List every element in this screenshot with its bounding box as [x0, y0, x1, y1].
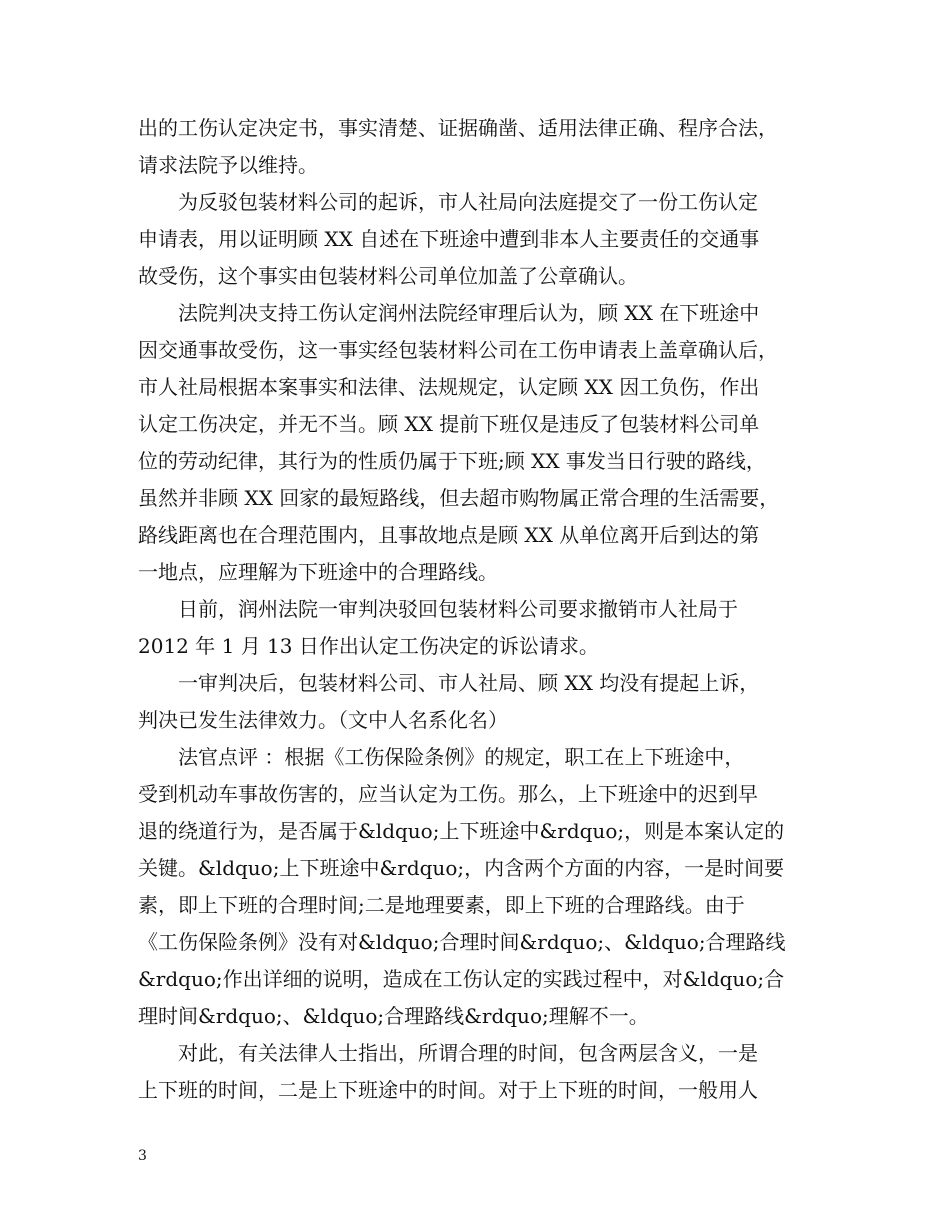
text-line: 判决已发生法律效力。（文中人名系化名） — [138, 708, 508, 732]
text-line: 受到机动车事故伤害的，应当认定为工伤。那么，上下班途中的迟到早 — [138, 782, 758, 806]
text-line: 2012 年 1 月 13 日作出认定工伤决定的诉讼请求。 — [138, 634, 599, 658]
text-line: 市人社局根据本案事实和法律、法规规定，认定顾 XX 因工负伤，作出 — [138, 375, 760, 399]
text-line: 申请表，用以证明顾 XX 自述在下班途中遭到非本人主要责任的交通事 — [138, 227, 760, 251]
text-line: 日前，润州法院一审判决驳回包装材料公司要求撤销市人社局于 — [178, 597, 738, 621]
text-line: 对此，有关法律人士指出，所谓合理的时间，包含两层含义，一是 — [178, 1041, 758, 1065]
text-line: 一地点，应理解为下班途中的合理路线。 — [138, 560, 498, 584]
text-line: 位的劳动纪律，其行为的性质仍属于下班;顾 XX 事发当日行驶的路线， — [138, 449, 766, 473]
text-line: 为反驳包装材料公司的起诉，市人社局向法庭提交了一份工伤认定 — [178, 190, 758, 214]
document-body — [138, 110, 828, 1109]
text-line: 法官点评 ：根据《工伤保险条例》的规定，职工在上下班途中， — [178, 745, 745, 769]
text-line: 素，即上下班的合理时间;二是地理要素，即上下班的合理路线。由于 — [138, 893, 745, 917]
text-line: 虽然并非顾 XX 回家的最短路线，但去超市购物属正常合理的生活需要， — [138, 486, 780, 510]
text-line: 一审判决后，包装材料公司、市人社局、顾 XX 均没有提起上诉， — [178, 671, 760, 695]
text-line: 《工伤保险条例》没有对&ldquo;合理时间&rdquo;、&ldquo;合理路线 — [138, 930, 786, 954]
text-line: 退的绕道行为，是否属于&ldquo;上下班途中&rdquo;，则是本案认定的 — [138, 819, 785, 843]
text-line: 请求法院予以维持。 — [138, 153, 318, 177]
text-line: 上下班的时间，二是上下班途中的时间。对于上下班的时间，一般用人 — [138, 1078, 758, 1102]
text-line: 法院判决支持工伤认定润州法院经审理后认为，顾 XX 在下班途中 — [178, 301, 760, 325]
text-line: 路线距离也在合理范围内，且事故地点是顾 XX 从单位离开后到达的第 — [138, 523, 760, 547]
text-line: 故受伤，这个事实由包装材料公司单位加盖了公章确认。 — [138, 264, 638, 288]
text-line: 因交通事故受伤，这一事实经包装材料公司在工伤申请表上盖章确认后， — [138, 338, 778, 362]
text-line: 理时间&rdquo;、&ldquo;合理路线&rdquo;理解不一。 — [138, 1004, 649, 1028]
text-line: 出的工伤认定决定书，事实清楚、证据确凿、适用法律正确、程序合法， — [138, 116, 778, 140]
text-line: 认定工伤决定，并无不当。顾 XX 提前下班仅是违反了包装材料公司单 — [138, 412, 760, 436]
text-line: 关键。&ldquo;上下班途中&rdquo;，内含两个方面的内容，一是时间要 — [138, 856, 785, 880]
page-number: 3 — [138, 1148, 147, 1164]
text-line: &rdquo;作出详细的说明，造成在工伤认定的实践过程中，对&ldquo;合 — [138, 967, 785, 991]
